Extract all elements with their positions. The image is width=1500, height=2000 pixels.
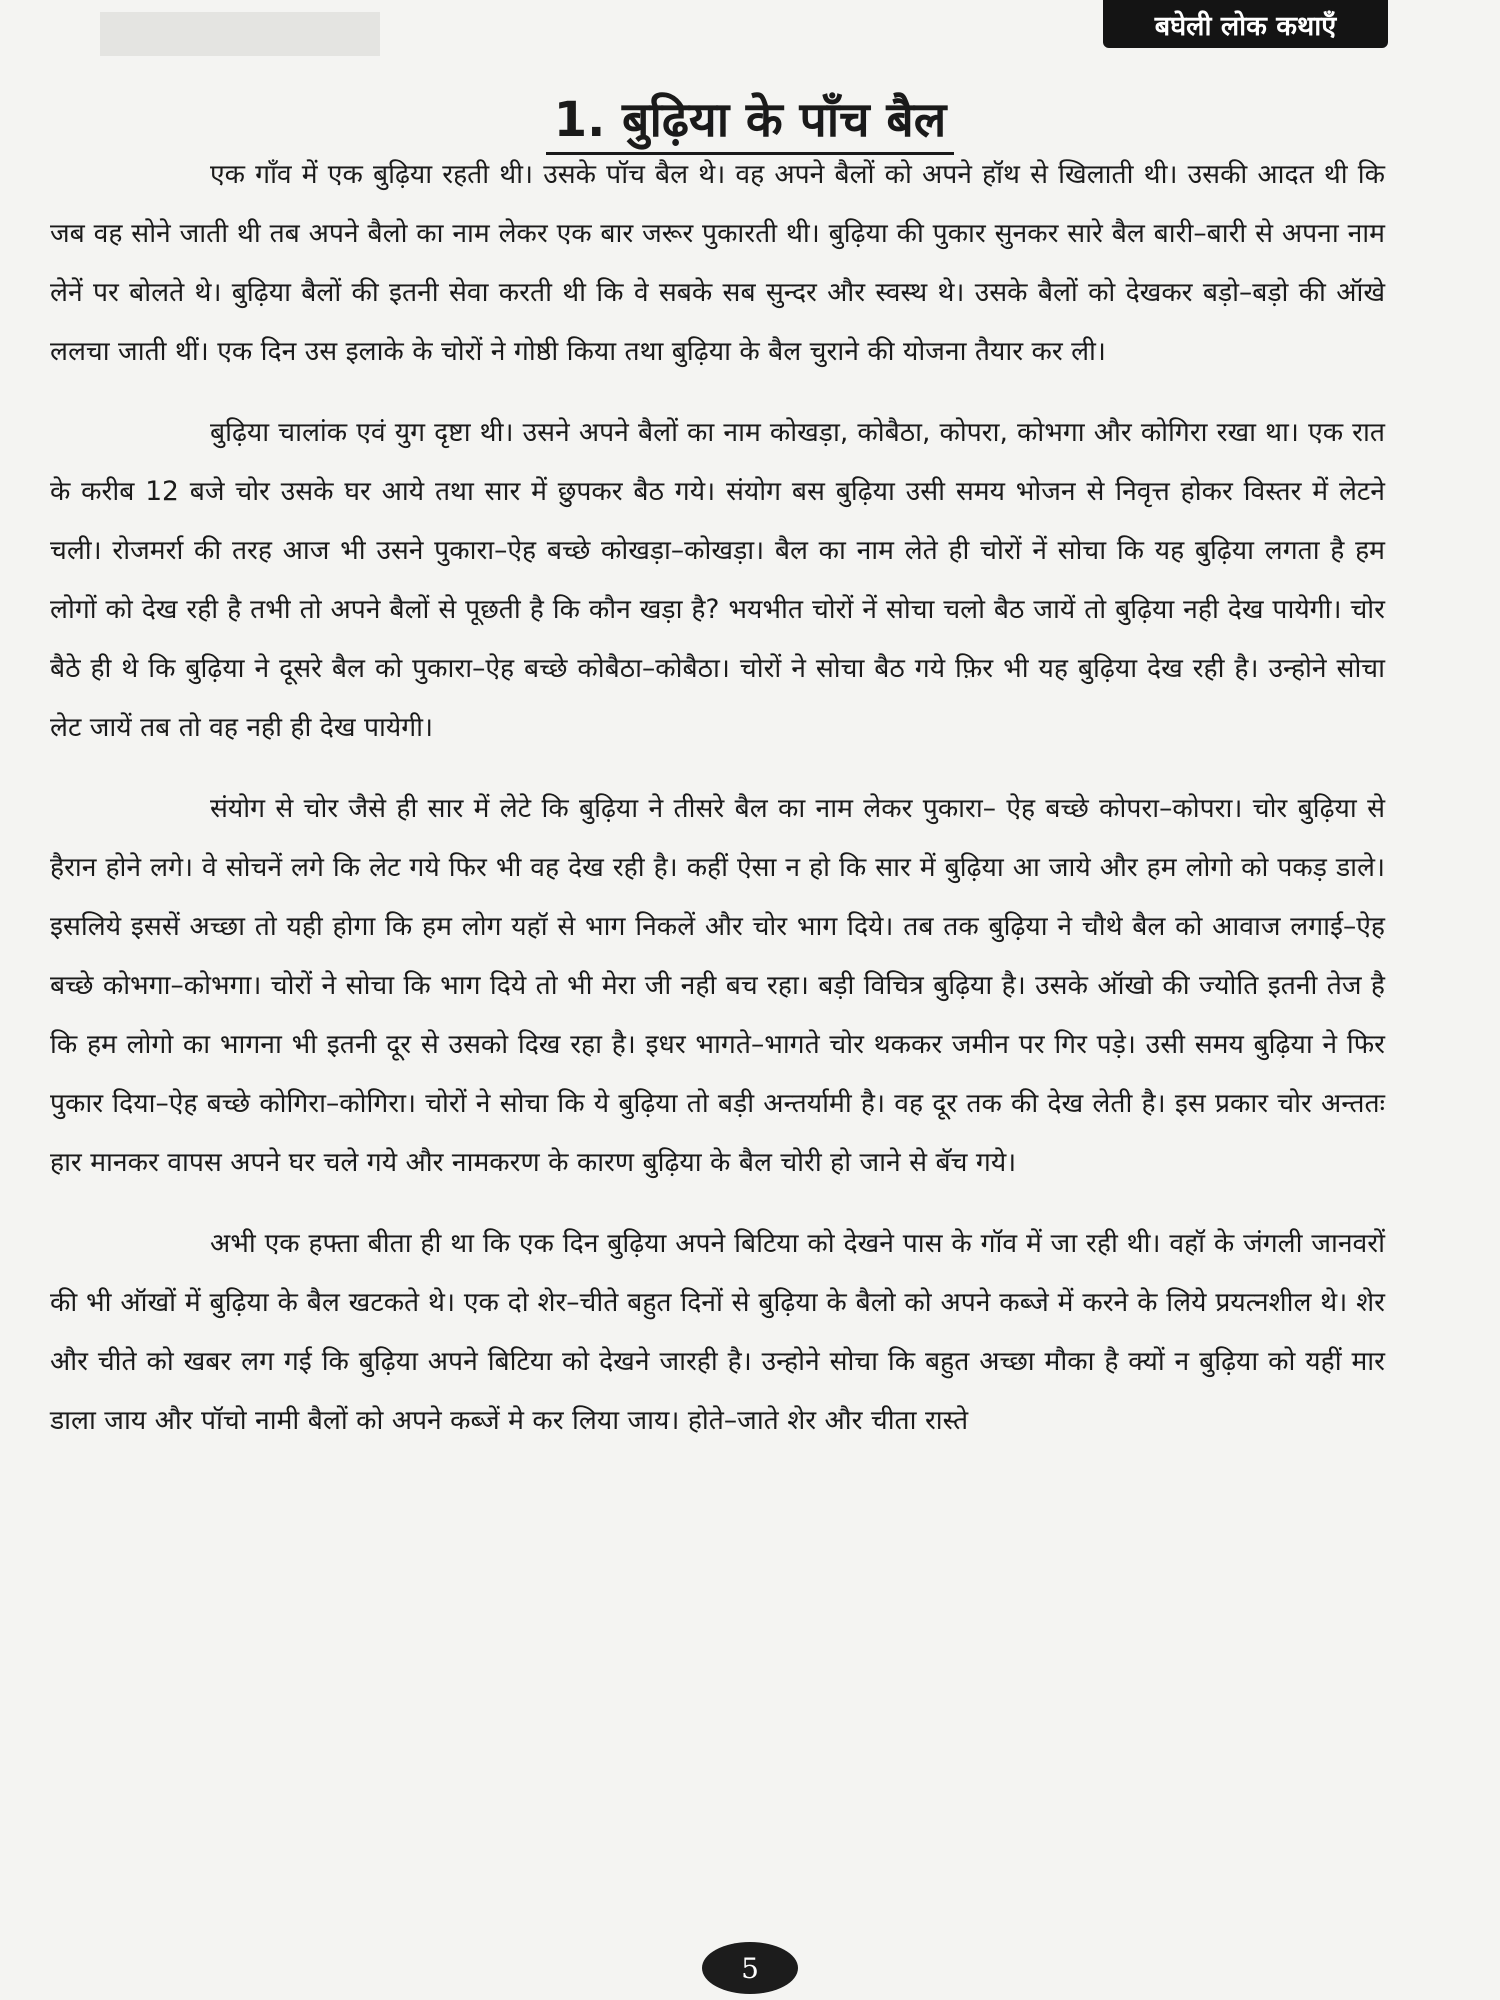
chapter-title-text: 1. बुढ़िया के पाँच बैल <box>546 90 955 155</box>
paragraph-1: एक गाँव में एक बुढ़िया रहती थी। उसके पॉच बैल थे। वह अपने बैलों को अपने हॉथ से खिलाती थी। उसकी आदत थी कि जब वह सोने जाती थी तब अपने बैलो का नाम लेकर एक बार जरूर पुकारती थी। बुढ़िया की पुकार सुनकर सारे बैल बारी–बारी से अपना नाम लेनें पर बोलते थे। बुढ़िया बैलों की इतनी सेवा करती थी कि वे सबके सब सुन्दर और स्वस्थ थे। उसके बैलों को देखकर बड़ो–बड़ो की ऑखे ललचा जाती थीं। एक दिन उस इलाके के चोरों ने गोष्ठी किया तथा बुढ़िया के बैल चुराने की योजना तैयार कर ली। <box>50 159 1385 367</box>
book-series-badge: बघेली लोक कथाएँ <box>1103 0 1388 48</box>
story-body <box>50 145 1385 1472</box>
paragraph-2: बुढ़िया चालांक एवं युग दृष्टा थी। उसने अपने बैलों का नाम कोखड़ा, कोबैठा, कोपरा, कोभगा और कोगिरा रखा था। एक रात के करीब 12 बजे चोर उसके घर आये तथा सार में छुपकर बैठ गये। संयोग बस बुढ़िया उसी समय भोजन से निवृत्त होकर विस्तर में लेटने चली। रोजमर्रा की तरह आज भी उसने पुकारा–ऐह बच्छे कोखड़ा–कोखड़ा। बैल का नाम लेते ही चोरों नें सोचा कि यह बुढ़िया लगता है हम लोगों को देख रही है तभी तो अपने बैलों से पूछती है कि कौन खड़ा है? भयभीत चोरों नें सोचा चलो बैठ जायें तो बुढ़िया नही देख पायेगी। चोर बैठे ही थे कि बुढ़िया ने दूसरे बैल को पुकारा–ऐह बच्छे कोबैठा–कोबैठा। चोरों ने सोचा बैठ गये फ़िर भी यह बुढ़िया देख रही है। उन्होने सोचा लेट जायें तब तो वह नही ही देख पायेगी। <box>50 417 1385 743</box>
paragraph-4: अभी एक हफ्ता बीता ही था कि एक दिन बुढ़िया अपने बिटिया को देखने पास के गॉव में जा रही थी। वहॉ के जंगली जानवरों की भी ऑखों में बुढ़िया के बैल खटकते थे। एक दो शेर–चीते बहुत दिनों से बुढ़िया के बैलो को अपने कब्जे में करने के लिये प्रयत्नशील थे। शेर और चीते को खबर लग गई कि बुढ़िया अपने बिटिया को देखने जारही है। उन्होने सोचा कि बहुत अच्छा मौका है क्यों न बुढ़िया को यहीं मार डाला जाय और पॉचो नामी बैलों को अपने कब्जें मे कर लिया जाय। होते–जाते शेर और चीता रास्ते <box>50 1228 1385 1436</box>
paragraph-3: संयोग से चोर जैसे ही सार में लेटे कि बुढ़िया ने तीसरे बैल का नाम लेकर पुकारा– ऐह बच्छे कोपरा–कोपरा। चोर बुढ़िया से हैरान होने लगे। वे सोचनें लगे कि लेट गये फिर भी वह देख रही है। कहीं ऐसा न हो कि सार में बुढ़िया आ जाये और हम लोगो को पकड़ डाले। इसलिये इससें अच्छा तो यही होगा कि हम लोग यहॉ से भाग निकलें और चोर भाग दिये। तब तक बुढ़िया ने चौथे बैल को आवाज लगाई–ऐह बच्छे कोभगा–कोभगा। चोरों ने सोचा कि भाग दिये तो भी मेरा जी नही बच रहा। बड़ी विचित्र बुढ़िया है। उसके ऑखो की ज्योति इतनी तेज है कि हम लोगो का भागना भी इतनी दूर से उसको दिख रहा है। इधर भागते–भागते चोर थककर जमीन पर गिर पड़े। उसी समय बुढ़िया ने फिर पुकार दिया–ऐह बच्छे कोगिरा–कोगिरा। चोरों ने सोचा कि ये बुढ़िया तो बड़ी अन्तर्यामी है। वह दूर तक की देख लेती है। इस प्रकार चोर अन्ततः हार मानकर वापस अपने घर चले गये और नामकरण के कारण बुढ़िया के बैल चोरी हो जाने से बॅच गये। <box>50 793 1385 1178</box>
scan-smudge <box>100 12 380 56</box>
page-number: 5 <box>702 1942 798 1994</box>
